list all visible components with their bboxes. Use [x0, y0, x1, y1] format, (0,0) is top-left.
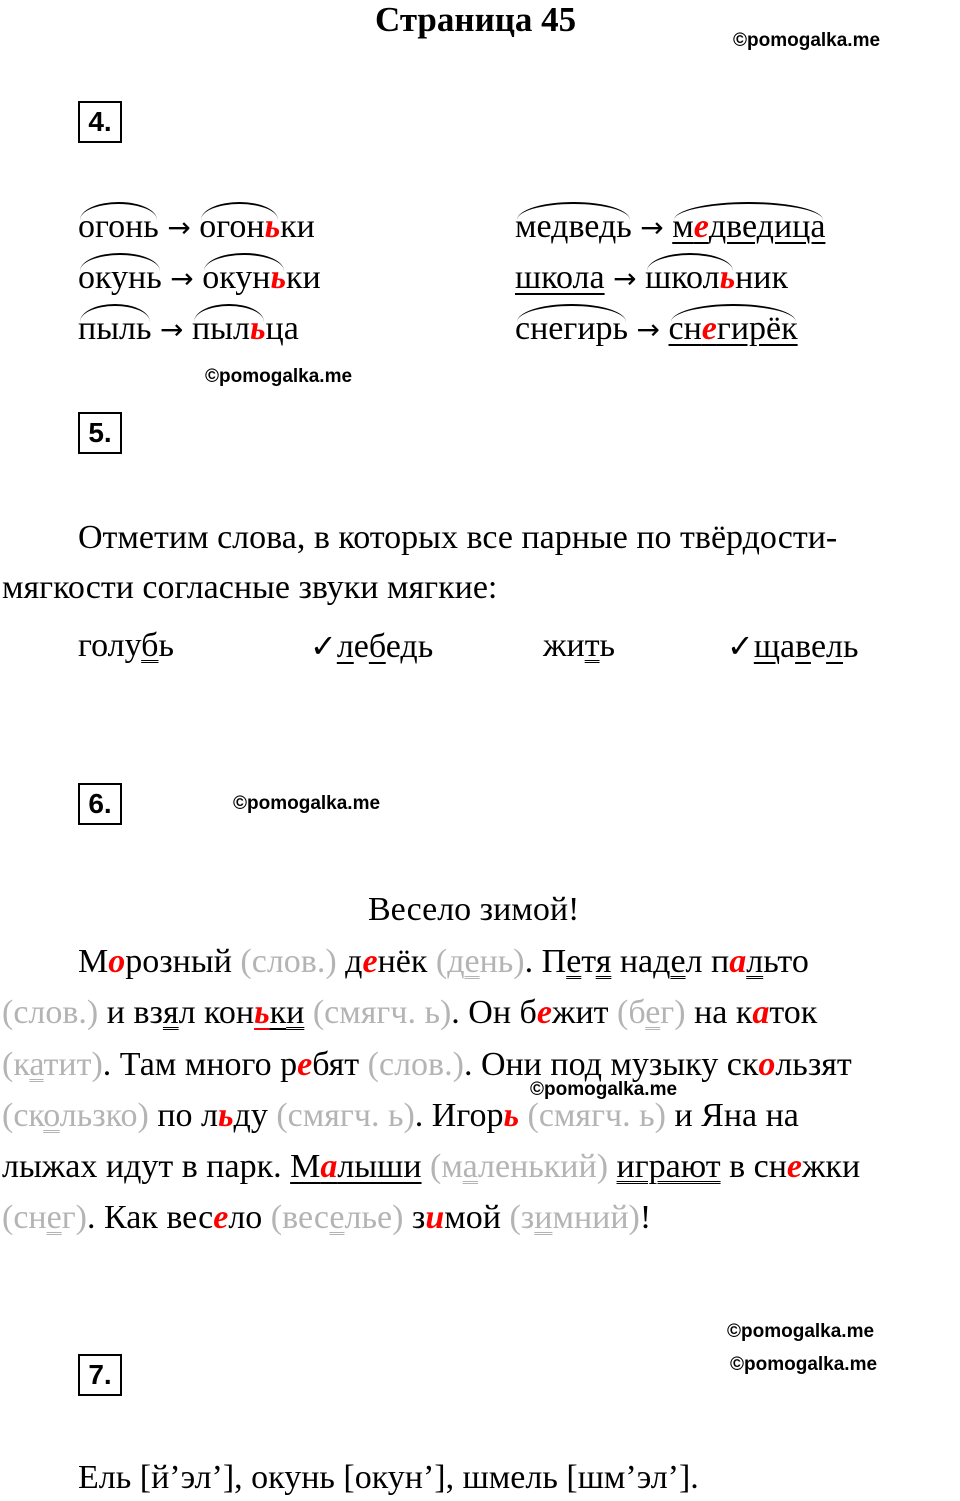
exercise-4-number: 4. — [78, 101, 122, 143]
root-arc-word: школь — [645, 259, 736, 296]
arrow-icon: → — [640, 211, 664, 244]
root-arc-word: пыль — [191, 310, 266, 347]
ex4-right-row-3 — [515, 309, 798, 350]
soft-sign-mark: ь — [270, 259, 286, 296]
ex4-right-row-2: школа → школьник — [515, 259, 789, 296]
watermark: ©pomogalka.me — [530, 1079, 678, 1100]
soft-sign-mark: ь — [264, 208, 281, 245]
exercise-5-number: 5. — [78, 412, 122, 454]
watermark: ©pomogalka.me — [205, 366, 353, 387]
root-arc-word: огонь — [199, 208, 281, 245]
ex5-text-line-1: Отметим слова, в которых все парные по твёрдости- — [78, 519, 838, 556]
arrow-icon: → — [613, 262, 637, 295]
underlined-word: школа — [515, 259, 605, 296]
soft-sign-mark: ь — [250, 310, 266, 347]
root-arc-word: огонь — [78, 208, 159, 245]
arrow-icon: → — [167, 211, 191, 244]
arrow-icon: → — [636, 313, 660, 346]
ex6-line-3: (катит). Там много ребят (слов.). Они под музыку скользят — [2, 1046, 852, 1083]
exercise-7-number: 7. — [78, 1354, 122, 1396]
ex6-line-6: (снег). Как весело (веселье) зимой (зимний)! — [2, 1199, 652, 1236]
watermark: ©pomogalka.me — [727, 1321, 875, 1342]
ex4-left-row-2: окунь → окуньки — [78, 259, 321, 296]
root-arc-word: пыль — [78, 310, 152, 347]
arrow-icon: → — [160, 313, 184, 346]
ex7-text: Ель [й’эл’], окунь [окун’], шмель [шм’эл’]. — [78, 1459, 699, 1496]
check-icon: ✓ — [727, 627, 754, 665]
ex5-word-1: голубь — [78, 627, 174, 664]
check-icon: ✓ — [310, 627, 337, 665]
underlined-word: медведица — [672, 208, 826, 245]
ex6-line-2: (слов.) и взял коньки (смягч. ь). Он бежит (бег) на каток — [2, 994, 818, 1031]
exercise-6-number: 6. — [78, 783, 122, 825]
ex4-right-row-1 — [515, 207, 825, 248]
arrow-icon: → — [170, 262, 194, 295]
ex6-line-1: Морозный (слов.) денёк (день). Петя надел пальто — [78, 943, 809, 980]
watermark: ©pomogalka.me — [730, 1354, 878, 1375]
root-arc-word: окунь — [78, 259, 162, 296]
root-arc-word: окунь — [202, 259, 286, 296]
ex6-line-5: лыжах идут в парк. Малыши (маленький) играют в снежки — [2, 1148, 861, 1185]
watermark: ©pomogalka.me — [733, 30, 881, 51]
underlined-word: снегирёк — [668, 310, 798, 347]
page-title: Страница 45 — [375, 0, 577, 39]
ex5-word-4: ✓щавель — [727, 627, 859, 665]
root-arc-word: снегирь — [515, 310, 629, 347]
ex6-title: Весело зимой! — [368, 891, 580, 928]
ex4-left-row-1: огонь → огоньки — [78, 208, 315, 245]
ex5-text-line-2: мягкости согласные звуки мягкие: — [2, 569, 498, 606]
ex5-word-2: ✓лебедь — [310, 627, 434, 665]
double-underlined-word: играют — [616, 1148, 721, 1185]
root-arc-word: медведь — [515, 208, 632, 245]
watermark: ©pomogalka.me — [233, 793, 381, 814]
ex5-word-3: жить — [543, 627, 616, 664]
ex4-left-row-3: пыль → пыльца — [78, 310, 299, 347]
underlined-word: Малыши — [290, 1148, 422, 1185]
ex6-line-4: (скользко) по льду (смягч. ь). Игорь (смягч. ь) и Яна на — [2, 1097, 799, 1134]
